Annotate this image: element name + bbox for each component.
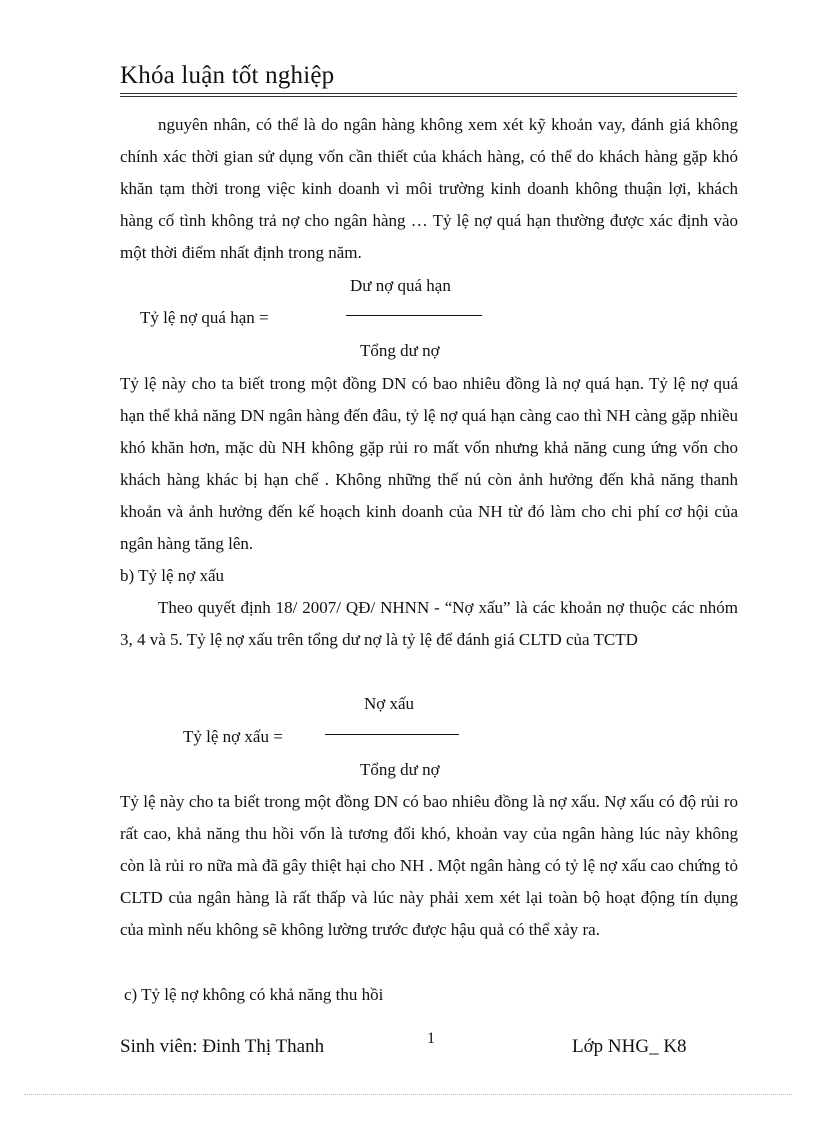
page-number: 1: [427, 1030, 435, 1047]
heading-unrecoverable-debt-ratio: c) Tỷ lệ nợ không có khả năng thu hồi: [124, 985, 384, 1004]
formula2-denominator: Tổng dư nợ: [360, 760, 440, 779]
header-rule-bottom: [120, 96, 737, 97]
formula1-fraction-line: [346, 315, 482, 316]
header-rule-top: [120, 93, 737, 94]
formula2-numerator: Nợ xấu: [364, 694, 415, 713]
paragraph-bad-debt-definition: Theo quyết định 18/ 2007/ QĐ/ NHNN - “Nợ xấu” là các khoản nợ thuộc các nhóm 3, 4 và 5. Tỷ lệ nợ xấu trên tổng dư nợ là tỷ lệ để đánh giá CLTD của TCTD: [120, 598, 738, 649]
document-header-title: Khóa luận tốt nghiệp: [120, 62, 335, 89]
formula1-lhs: Tỷ lệ nợ quá hạn =: [140, 308, 269, 327]
formula1-numerator: Dư nợ quá hạn: [350, 276, 451, 295]
formula1-denominator: Tổng dư nợ: [360, 341, 440, 360]
page-bottom-edge: [24, 1094, 792, 1095]
formula2-fraction-line: [325, 734, 459, 735]
paragraph-bad-debt-explanation: Tỷ lệ này cho ta biết trong một đồng DN có bao nhiêu đồng là nợ xấu. Nợ xấu có độ rủi ro rất cao, khả năng thu hồi vốn là tương đối khó, khoản vay của ngân hàng lúc này không còn là rủi ro nữa mà đã gây thiệt hại cho NH . Một ngân hàng có tỷ lệ nợ xấu cao chứng tỏ CLTD của ngân hàng là rất thấp và lúc này phải xem xét lại toàn bộ hoạt động tín dụng của mình nếu không sẽ không lường trước được hậu quả có thể xảy ra.: [120, 792, 738, 939]
formula2-lhs: Tỷ lệ nợ xấu =: [183, 727, 283, 746]
heading-bad-debt-ratio: b) Tỷ lệ nợ xấu: [120, 566, 225, 585]
paragraph-overdue-ratio-explanation: Tỷ lệ này cho ta biết trong một đồng DN có bao nhiêu đồng là nợ quá hạn. Tỷ lệ nợ quá hạn thể khả năng DN ngân hàng đến đâu, tỷ lệ nợ quá hạn càng cao thì NH càng gặp nhiều khó khăn hơn, mặc dù NH không gặp rủi ro mất vốn nhưng khả năng cung ứng vốn cho khách hàng khác bị hạn chế . Không những thế nú còn ảnh hưởng đến khả năng thanh khoản và ảnh hưởng đến kế hoạch kinh doanh của NH từ đó làm cho chi phí cơ hội của ngân hàng tăng lên.: [120, 374, 738, 553]
footer-class: Lớp NHG_ K8: [572, 1036, 687, 1057]
footer-student-name: Sinh viên: Đinh Thị Thanh: [120, 1036, 325, 1057]
paragraph-overdue-causes: nguyên nhân, có thể là do ngân hàng không xem xét kỹ khoản vay, đánh giá không chính xác thời gian sử dụng vốn cần thiết của khách hàng, có thể do khách hàng gặp khó khăn tạm thời trong việc kinh doanh vì môi trường kinh doanh không thuận lợi, khách hàng cố tình không trả nợ cho ngân hàng … Tỷ lệ nợ quá hạn thường được xác định vào một thời điểm nhất định trong năm.: [120, 115, 738, 262]
